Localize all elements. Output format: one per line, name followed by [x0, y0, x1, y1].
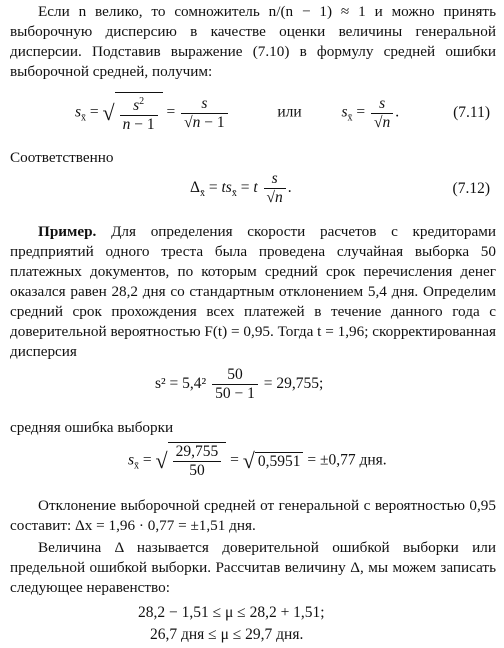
variance-denominator: 50 − 1 — [212, 384, 258, 403]
equation-variance — [155, 366, 323, 403]
error-denominator: 50 — [173, 461, 222, 480]
inequality-2: 26,7 дня ≤ μ ≤ 29,7 дня. — [150, 626, 304, 643]
error-root: 0,5951 — [255, 452, 304, 471]
equation-sample-error: $s_{x̄}$ = √ $\frac{29,755}{50}$ = √ 0,5951 = ±0,77 дня. — [128, 443, 387, 479]
equation-number-7-11: (7.11) — [453, 104, 490, 121]
paragraph-deviation: Отклонение выборочной средней от генеральной с вероятностью 0,95 составит: Δx = 1,96 · 0,77 = ±1,51 дня. — [10, 497, 496, 534]
example-text: Для определения скорости расчетов с кредиторами предприятий одного треста была проведена случайная выборка 50 платежных документов, по которым средний срок перечисления денег оказался равен 28,2 дня со стандартным отклонением 5,4 дня. Определим средний срок прохождения всех платежей в течение данного года с доверительной вероятностью F(t) = 0,95. Тогда t = 1,96; скорректированная дисперсия — [10, 223, 497, 360]
variance-numerator: 50 — [227, 366, 243, 383]
error-numerator: 29,755 — [175, 443, 219, 460]
paragraph-intro: Если n велико, то сомножитель n/(n − 1) ≈ 1 и можно принять выборочную дисперсию в качестве оценки величины генеральной дисперсии. Подставив выражение (7.10) в формулу средней ошибки выборочной средней, получим: — [10, 3, 496, 80]
equation-or-word: или — [277, 103, 302, 121]
variance-lhs: s² = 5,4² — [155, 375, 207, 393]
example-lead: Пример. — [38, 223, 97, 240]
error-rhs: = ±0,77 дня. — [307, 451, 387, 469]
equation-7-12: $\Delta_{x̄} = ts_{x̄} = t$ $\frac{s}{√n}$ . — [190, 170, 292, 206]
inequality-1: 28,2 − 1,51 ≤ μ ≤ 28,2 + 1,51; — [138, 604, 325, 621]
equation-number-7-12: (7.12) — [452, 180, 490, 197]
variance-rhs: = 29,755; — [263, 375, 324, 393]
equation-7-11: $s_{x̄}$ = √ $\frac{s^2}{n - 1}$ = $\frac{s}{√n - 1}$ или $s_{x̄}$ = $\frac{s}{√n}$ . — [75, 92, 399, 134]
text-sootvetstvenno: Соответственно — [10, 149, 114, 166]
text-srednyaya-oshibka: средняя ошибка выборки — [10, 419, 174, 436]
paragraph-example — [10, 222, 496, 362]
paragraph-confidence-error: Величина Δ называется доверительной ошибкой выборки или предельной ошибкой выборки. Рассчитав величину Δ, мы можем записать следующее неравенство: — [10, 539, 496, 596]
